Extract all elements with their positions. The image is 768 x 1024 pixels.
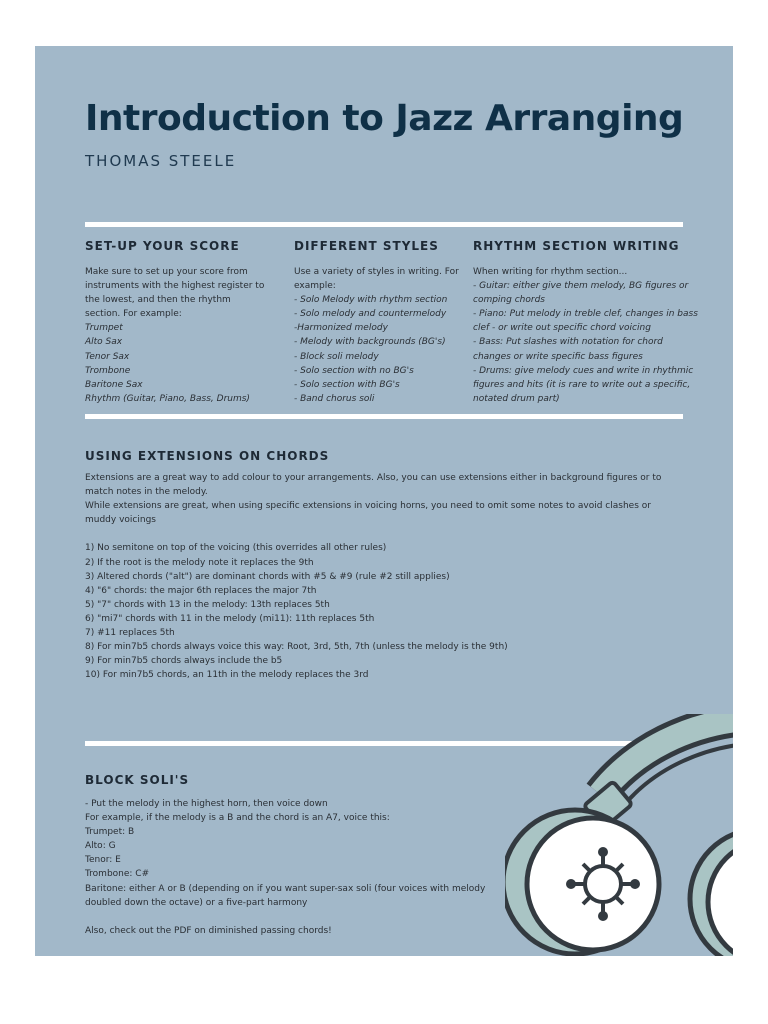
rhythm-item: figures and hits (it is rare to write out a specific, — [473, 379, 691, 390]
text-line: For example, if the melody is a B and the chord is an A7, voice this: — [85, 813, 390, 824]
voicing-item: Trumpet: B — [85, 827, 135, 838]
section-heading: SET-UP YOUR SCORE — [85, 239, 240, 253]
author-name: THOMAS STEELE — [85, 152, 237, 170]
text-line: section. For example: — [85, 309, 182, 320]
rule-item: 8) For min7b5 chords always voice this way: Root, 3rd, 5th, 7th (unless the melody is the 9th) — [85, 642, 508, 653]
headphones-icon — [505, 714, 733, 956]
divider-top — [85, 222, 683, 227]
style-item: - Solo melody and countermelody — [294, 309, 447, 320]
rule-item: 6) "mi7" chords with 11 in the melody (mi11): 11th replaces 5th — [85, 613, 375, 624]
text-line: muddy voicings — [85, 515, 156, 526]
spacer — [85, 527, 695, 541]
rhythm-item: notated drum part) — [473, 393, 560, 404]
section-body — [473, 265, 698, 406]
instrument-item: Trumpet — [85, 323, 123, 334]
instrument-item: Baritone Sax — [85, 379, 143, 390]
rhythm-item: - Piano: Put melody in treble clef, changes in bass — [473, 309, 698, 320]
page-title: Introduction to Jazz Arranging — [85, 98, 684, 139]
rule-item: 9) For min7b5 chords always include the b5 — [85, 656, 283, 667]
section-heading: USING EXTENSIONS ON CHORDS — [85, 449, 330, 463]
section-heading: BLOCK SOLI'S — [85, 773, 190, 787]
spacer — [85, 910, 505, 924]
text-line: - Put the melody in the highest horn, then voice down — [85, 799, 328, 809]
rule-item: 4) "6" chords: the major 6th replaces the major 7th — [85, 585, 317, 596]
rule-item: 7) #11 replaces 5th — [85, 628, 175, 639]
instrument-item: Rhythm (Guitar, Piano, Bass, Drums) — [85, 393, 250, 404]
instrument-item: Alto Sax — [85, 337, 123, 348]
style-item: - Melody with backgrounds (BG's) — [294, 337, 446, 348]
instrument-item: Tenor Sax — [85, 351, 130, 362]
text-line: match notes in the melody. — [85, 487, 208, 498]
rhythm-item: - Guitar: either give them melody, BG figures or — [473, 281, 689, 292]
style-item: - Block soli melody — [294, 351, 379, 362]
voicing-item: Trombone: C# — [85, 869, 150, 880]
section-body — [85, 265, 275, 406]
block-soli-section — [85, 773, 505, 938]
text-line: While extensions are great, when using specific extensions in voicing horns, you need to omit some notes to avoid clashes or — [85, 501, 651, 512]
style-item: - Solo section with BG's — [294, 379, 400, 390]
section-body — [85, 471, 695, 682]
section-heading: DIFFERENT STYLES — [294, 239, 439, 253]
voicing-item: Tenor: E — [85, 855, 121, 866]
rule-item: 2) If the root is the melody note it replaces the 9th — [85, 557, 314, 568]
footer-note: Also, check out the PDF on diminished passing chords! — [85, 925, 332, 936]
section-body — [85, 797, 505, 938]
rhythm-item: comping chords — [473, 295, 545, 306]
style-item: - Solo section with no BG's — [294, 365, 414, 376]
style-item: -Harmonized melody — [294, 323, 388, 334]
text-line: Extensions are a great way to add colour to your arrangements. Also, you can use extensions either in background figures or to — [85, 473, 662, 483]
section-body — [294, 265, 464, 406]
voicing-item: Baritone: either A or B (depending on if you want super-sax soli (four voices with melody — [85, 883, 486, 894]
rhythm-section — [473, 239, 698, 406]
rhythm-item: - Drums: give melody cues and write in rhythmic — [473, 365, 694, 376]
rhythm-item: clef - or write out specific chord voicing — [473, 323, 651, 334]
style-item: - Band chorus soli — [294, 393, 375, 404]
text-line: Use a variety of styles in writing. For — [294, 267, 459, 277]
divider-middle — [85, 414, 683, 419]
extensions-section — [85, 449, 695, 682]
voicing-item: Alto: G — [85, 841, 116, 852]
document-page — [35, 46, 733, 956]
text-line: doubled down the octave) or a five-part harmony — [85, 897, 308, 908]
section-heading: RHYTHM SECTION WRITING — [473, 239, 680, 253]
text-line: the lowest, and then the rhythm — [85, 295, 231, 306]
rule-item: 3) Altered chords ("alt") are dominant chords with #5 & #9 (rule #2 still applies) — [85, 571, 450, 582]
instrument-item: Trombone — [85, 365, 131, 376]
rule-item: 10) For min7b5 chords, an 11th in the melody replaces the 3rd — [85, 670, 369, 681]
rule-item: 5) "7" chords with 13 in the melody: 13th replaces 5th — [85, 599, 330, 610]
rhythm-item: - Bass: Put slashes with notation for chord — [473, 337, 663, 348]
rule-item: 1) No semitone on top of the voicing (this overrides all other rules) — [85, 543, 387, 554]
styles-section — [294, 239, 464, 406]
text-line: When writing for rhythm section... — [473, 267, 628, 277]
text-line: example: — [294, 281, 336, 292]
rhythm-item: changes or write specific bass figures — [473, 351, 643, 362]
style-item: - Solo Melody with rhythm section — [294, 295, 448, 306]
text-line: instruments with the highest register to — [85, 281, 265, 292]
setup-section — [85, 239, 275, 406]
text-line: Make sure to set up your score from — [85, 267, 248, 277]
